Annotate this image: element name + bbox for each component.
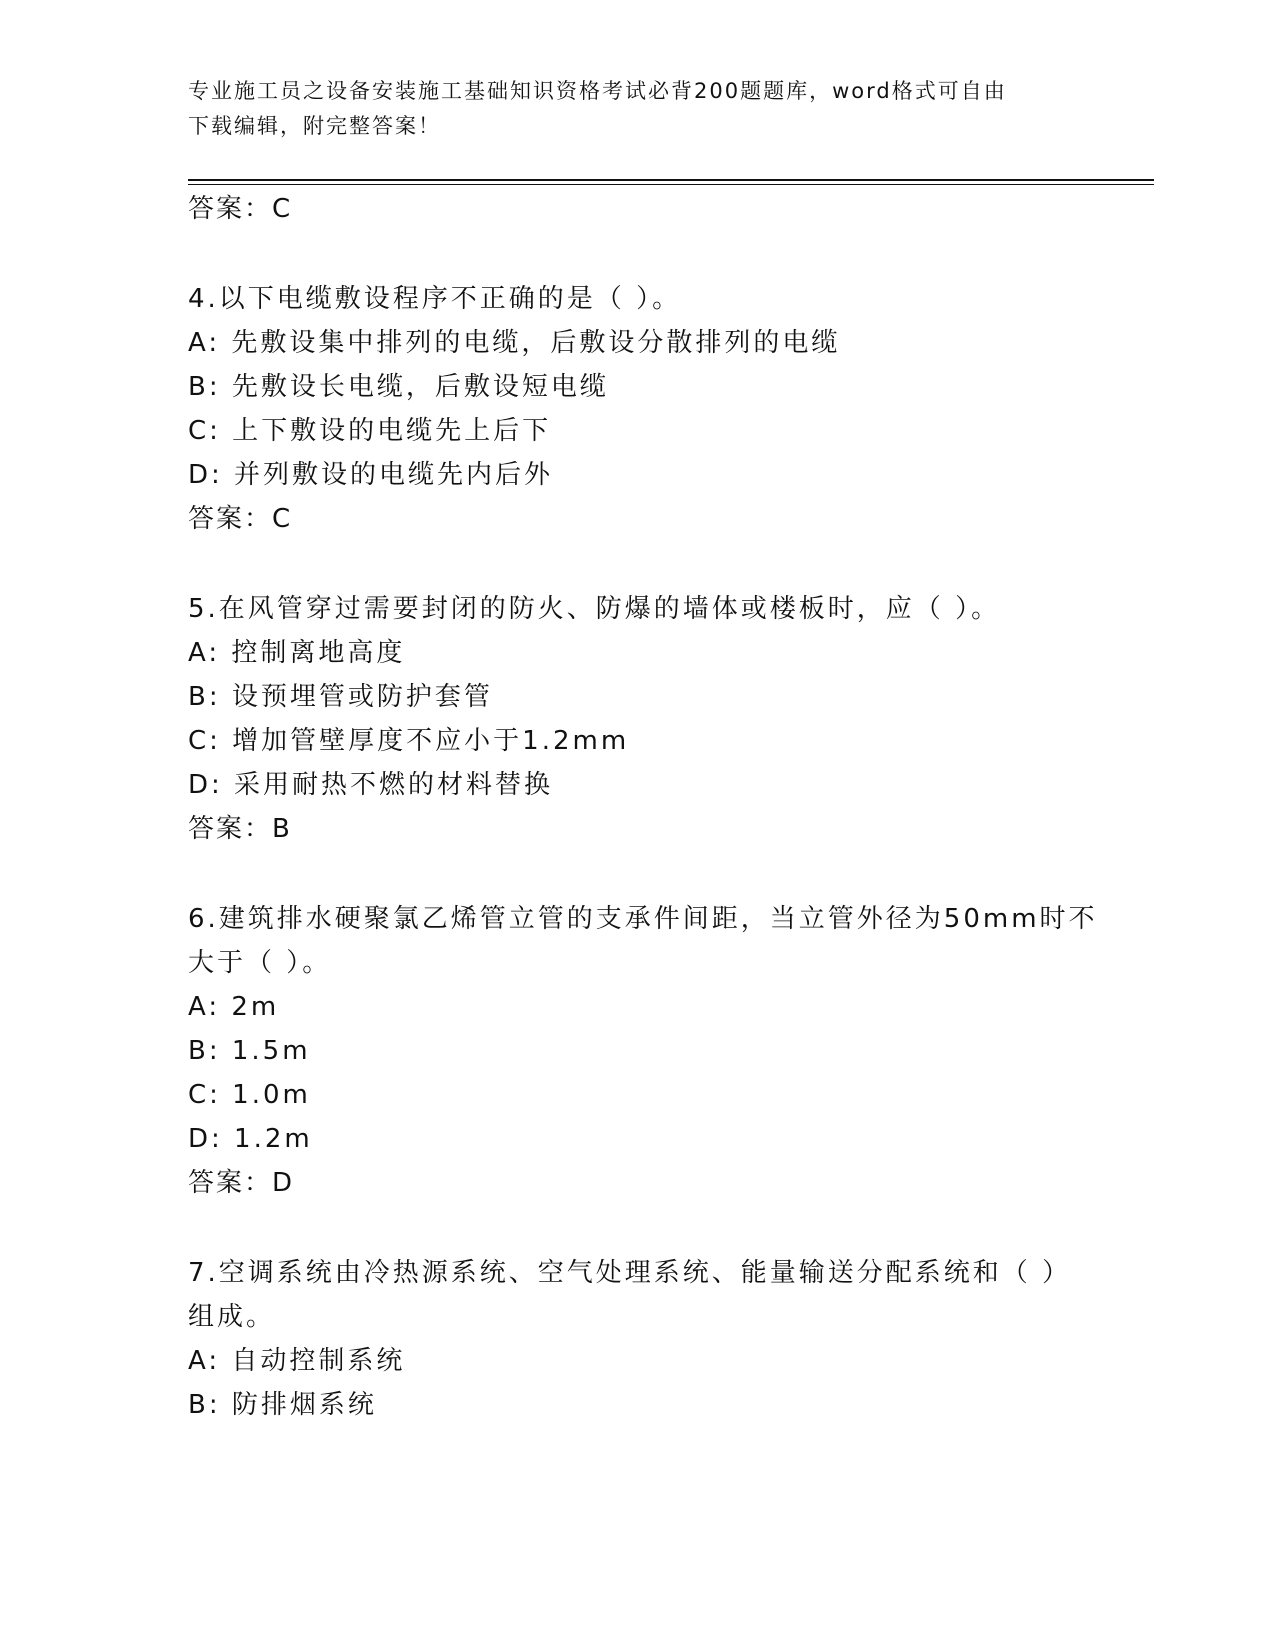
question-5-option-d: D: 采用耐热不燃的材料替换: [188, 770, 554, 800]
question-6-stem-line-2: 大于（ ）。: [188, 948, 332, 978]
header-divider-thick: [188, 179, 1154, 181]
question-4-option-d: D: 并列敷设的电缆先内后外: [188, 460, 554, 490]
question-7-stem-line-2: 组成。: [188, 1302, 276, 1332]
question-4-option-a: A: 先敷设集中排列的电缆，后敷设分散排列的电缆: [188, 328, 841, 358]
document-header: [188, 74, 1068, 144]
question-6-option-c: C: 1.0m: [188, 1080, 311, 1110]
question-5-answer: 答案：B: [188, 814, 292, 844]
question-6-option-a: A: 2m: [188, 992, 280, 1022]
question-6-option-b: B: 1.5m: [188, 1036, 311, 1066]
header-line-2: 下载编辑，附完整答案！: [188, 114, 441, 138]
question-7-option-b: B: 防排烟系统: [188, 1390, 377, 1420]
question-5-option-c: C: 增加管壁厚度不应小于1.2mm: [188, 726, 630, 756]
question-6-stem-line-1: 6.建筑排水硬聚氯乙烯管立管的支承件间距，当立管外径为50mm时不: [188, 904, 1098, 934]
answer-previous: 答案：C: [188, 194, 293, 224]
question-7-stem-line-1: 7.空调系统由冷热源系统、空气处理系统、能量输送分配系统和（ ）: [188, 1258, 1072, 1288]
question-4-option-b: B: 先敷设长电缆，后敷设短电缆: [188, 372, 609, 402]
question-6-answer: 答案：D: [188, 1168, 295, 1198]
header-line-1: 专业施工员之设备安装施工基础知识资格考试必背200题题库，word格式可自由: [188, 79, 1007, 103]
question-5-option-a: A: 控制离地高度: [188, 638, 406, 668]
question-4-option-c: C: 上下敷设的电缆先上后下: [188, 416, 552, 446]
header-divider-thin: [188, 184, 1154, 185]
question-5-option-b: B: 设预埋管或防护套管: [188, 682, 493, 712]
question-5-stem: 5.在风管穿过需要封闭的防火、防爆的墙体或楼板时，应（ ）。: [188, 594, 1001, 624]
question-4-stem: 4.以下电缆敷设程序不正确的是（ ）。: [188, 284, 682, 314]
question-7-option-a: A: 自动控制系统: [188, 1346, 406, 1376]
question-4-answer: 答案：C: [188, 504, 293, 534]
question-6-option-d: D: 1.2m: [188, 1124, 313, 1154]
